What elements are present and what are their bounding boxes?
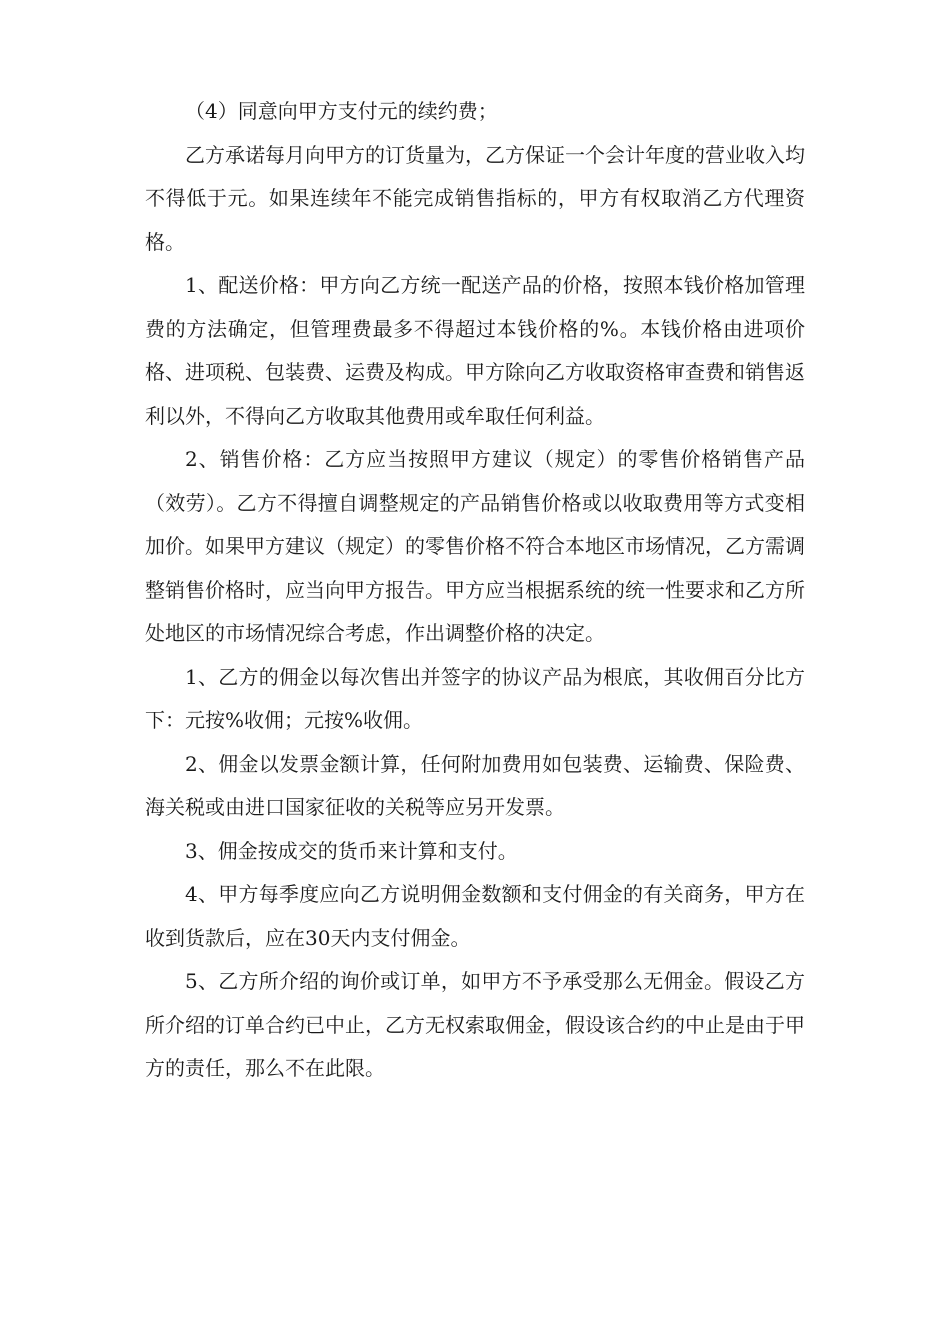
paragraph-commission-currency: 3、佣金按成交的货币来计算和支付。 — [185, 838, 518, 863]
document-body — [145, 90, 805, 1091]
paragraph-commission-exception: 5、乙方所介绍的询价或订单，如甲方不予承受那么无佣金。假设乙方所介绍的订单合约已中止，乙方无权索取佣金，假设该合约的中止是由于甲方的责任，那么不在此限。 — [145, 969, 805, 1080]
paragraph-commission-basis: 1、乙方的佣金以每次售出并签字的协议产品为根底，其收佣百分比方下：元按%收佣；元按%收佣。 — [145, 664, 805, 732]
paragraph-order-volume: 乙方承诺每月向甲方的订货量为，乙方保证一个会计年度的营业收入均不得低于元。如果连续年不能完成销售指标的，甲方有权取消乙方代理资格。 — [145, 142, 805, 254]
paragraph-sales-price: 2、销售价格：乙方应当按照甲方建议（规定）的零售价格销售产品（效劳）。乙方不得擅自调整规定的产品销售价格或以收取费用等方式变相加价。如果甲方建议（规定）的零售价格不符合本地区市场情况，乙方需调整销售价格时，应当向甲方报告。甲方应当根据系统的统一性要求和乙方所处地区的市场情况综合考虑，作出调整价格的决定。 — [145, 447, 805, 645]
paragraph-renewal-fee: （4）同意向甲方支付元的续约费； — [185, 99, 498, 123]
paragraph-commission-invoice: 2、佣金以发票金额计算，任何附加费用如包装费、运输费、保险费、海关税或由进口国家征收的关税等应另开发票。 — [145, 751, 805, 819]
paragraph-delivery-price: 1、配送价格：甲方向乙方统一配送产品的价格，按照本钱价格加管理费的方法确定，但管理费最多不得超过本钱价格的%。本钱价格由进项价格、进项税、包装费、运费及构成。甲方除向乙方收取资格审查费和销售返利以外，不得向乙方收取其他费用或牟取任何利益。 — [145, 273, 805, 428]
paragraph-commission-payment: 4、甲方每季度应向乙方说明佣金数额和支付佣金的有关商务，甲方在收到货款后，应在30天内支付佣金。 — [145, 882, 805, 950]
